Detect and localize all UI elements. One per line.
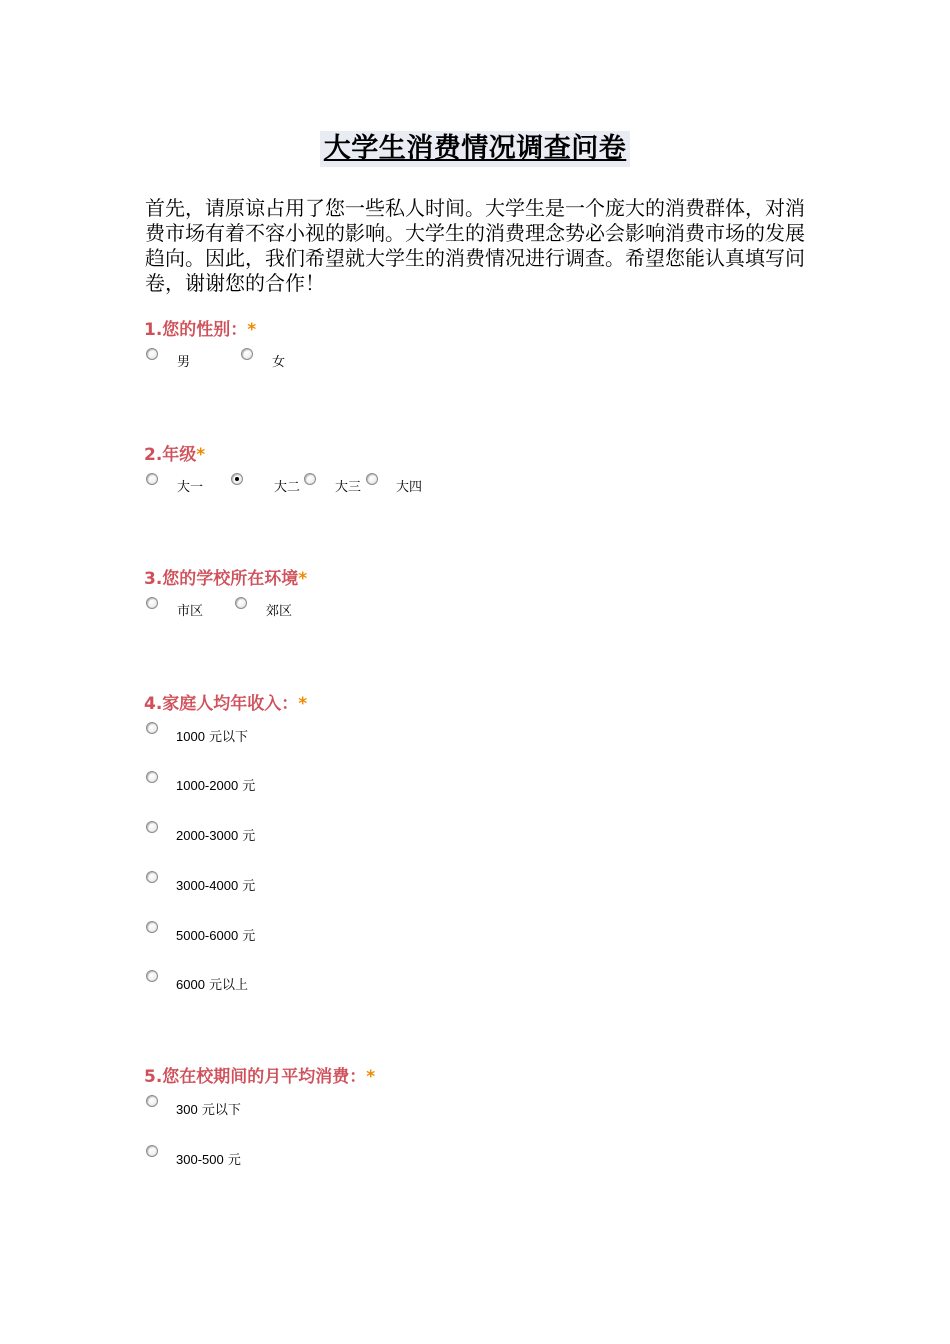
survey-title-wrap — [0, 131, 950, 167]
option-label-grade-4: 大四 — [396, 480, 423, 495]
radio-grade-1[interactable] — [146, 473, 158, 485]
question-2-label: 2.年级* — [144, 445, 206, 465]
intro-paragraph: 首先，请原谅占用了您一些私人时间。大学生是一个庞大的消费群体，对消费市场有着不容小视的影响。大学生的消费理念势必会影响消费市场的发展趋向。因此，我们希望就大学生的消费情况进行调查。希望您能认真填写问卷，谢谢您的合作！ — [145, 196, 805, 295]
option-label-income-3: 2000-3000 元 — [176, 828, 256, 844]
survey-title: 大学生消费情况调查问卷 — [320, 131, 631, 167]
question-4-label: 4.家庭人均年收入：* — [144, 694, 308, 714]
question-3-label: 3.您的学校所在环境* — [144, 569, 308, 589]
option-label-grade-3: 大三 — [335, 480, 362, 495]
radio-gender-female[interactable] — [241, 348, 253, 360]
required-mark: * — [196, 445, 206, 465]
radio-income-1[interactable] — [146, 722, 158, 734]
radio-gender-male[interactable] — [146, 348, 158, 360]
radio-grade-2[interactable] — [231, 473, 243, 485]
radio-location-suburban[interactable] — [235, 597, 247, 609]
radio-grade-4[interactable] — [366, 473, 378, 485]
required-mark: * — [247, 320, 257, 340]
option-label-income-4: 3000-4000 元 — [176, 878, 256, 894]
radio-grade-3[interactable] — [304, 473, 316, 485]
radio-income-3[interactable] — [146, 821, 158, 833]
option-label-income-6: 6000 元以上 — [176, 977, 249, 993]
option-label-grade-1: 大一 — [177, 480, 204, 495]
option-label-male: 男 — [177, 355, 191, 370]
option-label-income-5: 5000-6000 元 — [176, 928, 256, 944]
option-label-urban: 市区 — [177, 604, 204, 619]
radio-spend-1[interactable] — [146, 1095, 158, 1107]
question-1-label: 1.您的性别：* — [144, 320, 257, 340]
option-label-female: 女 — [272, 355, 286, 370]
radio-spend-2[interactable] — [146, 1145, 158, 1157]
radio-income-6[interactable] — [146, 970, 158, 982]
option-label-suburban: 郊区 — [266, 604, 293, 619]
option-label-income-2: 1000-2000 元 — [176, 778, 256, 794]
option-label-grade-2: 大二 — [274, 480, 301, 495]
required-mark: * — [366, 1067, 376, 1087]
radio-income-5[interactable] — [146, 921, 158, 933]
required-mark: * — [298, 694, 308, 714]
option-label-income-1: 1000 元以下 — [176, 729, 249, 745]
radio-income-2[interactable] — [146, 771, 158, 783]
radio-location-urban[interactable] — [146, 597, 158, 609]
required-mark: * — [298, 569, 308, 589]
question-5-label: 5.您在校期间的月平均消费：* — [144, 1067, 376, 1087]
option-label-spend-1: 300 元以下 — [176, 1102, 241, 1118]
radio-income-4[interactable] — [146, 871, 158, 883]
option-label-spend-2: 300-500 元 — [176, 1152, 241, 1168]
